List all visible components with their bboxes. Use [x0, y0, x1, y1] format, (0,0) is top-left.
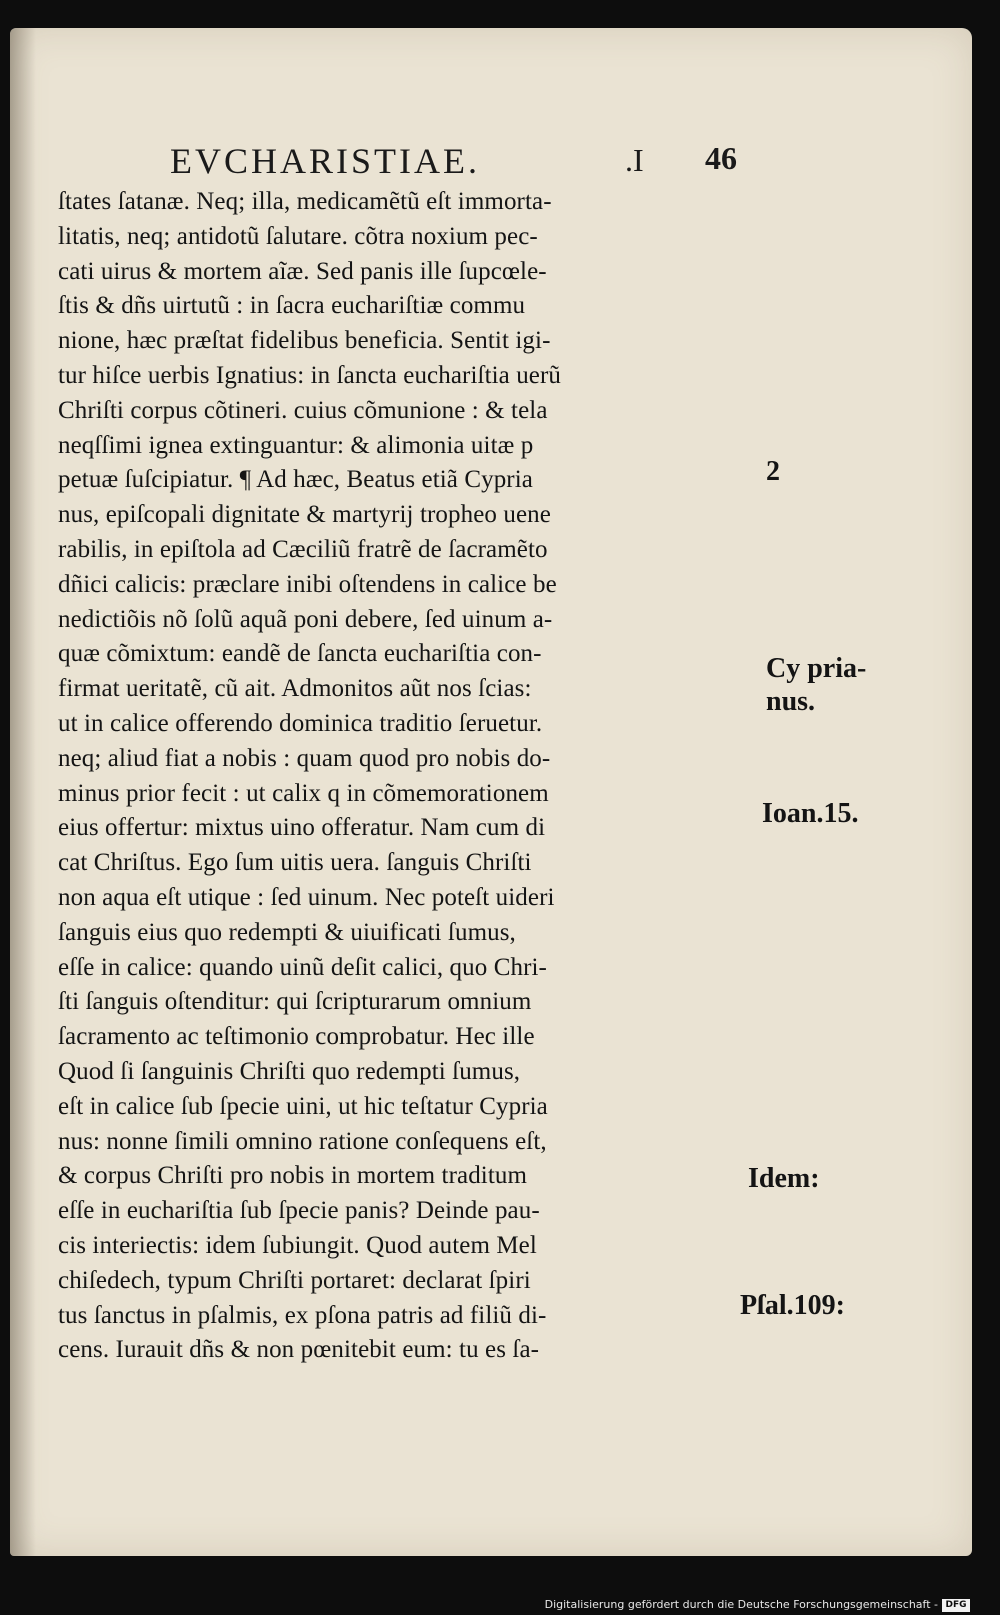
- text-line: chiſedech, typum Chriſti portaret: declarat ſpiri: [58, 1266, 531, 1294]
- margin-note-idem: Idem:: [748, 1163, 820, 1194]
- text-line: cati uirus & mortem aĩæ. Sed panis ille ſupcœle-: [58, 257, 547, 285]
- text-line: eſſe in calice: quando uinũ deſit calici, quo Chri-: [58, 953, 547, 981]
- text-line: nedictiõis nõ ſolũ aquã poni debere, ſed uinum a-: [58, 605, 553, 633]
- digitization-credit: Digitalisierung gefördert durch die Deutsche Forschungsgemeinschaft -: [544, 1598, 938, 1611]
- text-line: cat Chriſtus. Ego ſum uitis uera. ſanguis Chriſti: [58, 849, 532, 877]
- gutter-shadow: [10, 28, 36, 1556]
- text-line: ſtates ſatanæ. Neq; illa, medicamẽtũ eſt immorta-: [58, 188, 552, 215]
- main-text-block: [58, 185, 748, 1368]
- text-line: minus prior fecit : ut calix q in cõmemorationem: [58, 779, 549, 807]
- margin-note-psal: Pſal.109:: [740, 1290, 845, 1321]
- margin-note-number: 2: [766, 456, 780, 487]
- text-line: ut in calice offerendo dominica traditio ſeruetur.: [58, 709, 543, 737]
- text-line: neqſſimi ignea extinguantur: & alimonia uitæ p: [58, 431, 534, 459]
- text-line: ſanguis eius quo redempti & uiuificati ſumus,: [58, 918, 516, 946]
- running-head: [150, 140, 790, 188]
- text-line: nus: nonne ſimili omnino ratione conſequens eſt,: [58, 1127, 547, 1155]
- text-line: ſti ſanguis oſtenditur: qui ſcripturarum omnium: [58, 988, 532, 1016]
- folio-number: 46: [705, 140, 737, 176]
- text-line: rabilis, in epiſtola ad Cæciliũ fratrẽ de ſacramẽto: [58, 535, 548, 563]
- text-line: dñici calicis: præclare inibi oſtendens in calice be: [58, 570, 557, 598]
- text-line: tur hiſce uerbis Ignatius: in ſancta euchariſtia uerũ: [58, 361, 562, 389]
- book-page: [10, 28, 972, 1556]
- text-line: Chriſti corpus cõtineri. cuius cõmunione : & tela: [58, 396, 548, 424]
- text-line: ſacramento ac teſtimonio comprobatur. Hec ille: [58, 1023, 535, 1051]
- text-line: tus ſanctus in pſalmis, ex pſona patris ad filiũ di-: [58, 1301, 547, 1329]
- text-line: firmat ueritatẽ, cũ ait. Admonitos aũt nos ſcias:: [58, 675, 532, 703]
- text-line: cens. Iurauit dñs & non pœnitebit eum: tu es ſa-: [58, 1336, 540, 1364]
- dfg-logo: DFG: [942, 1599, 970, 1612]
- text-line: neq; aliud fiat a nobis : quam quod pro nobis do-: [58, 744, 551, 772]
- text-line: eſt in calice ſub ſpecie uini, ut hic teſtatur Cypria: [58, 1092, 548, 1120]
- margin-note-cyprianus: Cy pria-: [766, 653, 867, 684]
- margin-note-cyprianus-cont: nus.: [766, 686, 816, 717]
- text-line: quæ cõmixtum: eandẽ de ſancta euchariſtia con-: [58, 640, 542, 668]
- text-line: & corpus Chriſti pro nobis in mortem traditum: [58, 1162, 528, 1190]
- running-title: EVCHARISTIAE.: [170, 141, 480, 181]
- text-line: eſſe in euchariſtia ſub ſpecie panis? Deinde pau-: [58, 1197, 540, 1225]
- text-line: non aqua eſt utique : ſed uinum. Nec poteſt uideri: [58, 883, 555, 911]
- signature-mark: .I: [625, 142, 644, 178]
- text-line: nus, epiſcopali dignitate & martyrij tropheo uene: [58, 501, 551, 529]
- text-line: eius offertur: mixtus uino offeratur. Nam cum di: [58, 814, 546, 842]
- text-line: litatis, neq; antidotũ ſalutare. cõtra noxium pec-: [58, 222, 538, 250]
- text-line: Quod ſi ſanguinis Chriſti quo redempti ſumus,: [58, 1057, 521, 1085]
- text-line: ſtis & dñs uirtutũ : in ſacra euchariſtiæ commu: [58, 292, 526, 320]
- text-line: cis interiectis: idem ſubiungit. Quod autem Mel: [58, 1231, 537, 1259]
- margin-note-ioan: Ioan.15.: [762, 798, 859, 829]
- text-line: petuæ ſuſcipiatur. ¶ Ad hæc, Beatus etiã Cypria: [58, 466, 533, 494]
- text-line: nione, hæc præſtat fidelibus beneficia. Sentit igi-: [58, 327, 551, 355]
